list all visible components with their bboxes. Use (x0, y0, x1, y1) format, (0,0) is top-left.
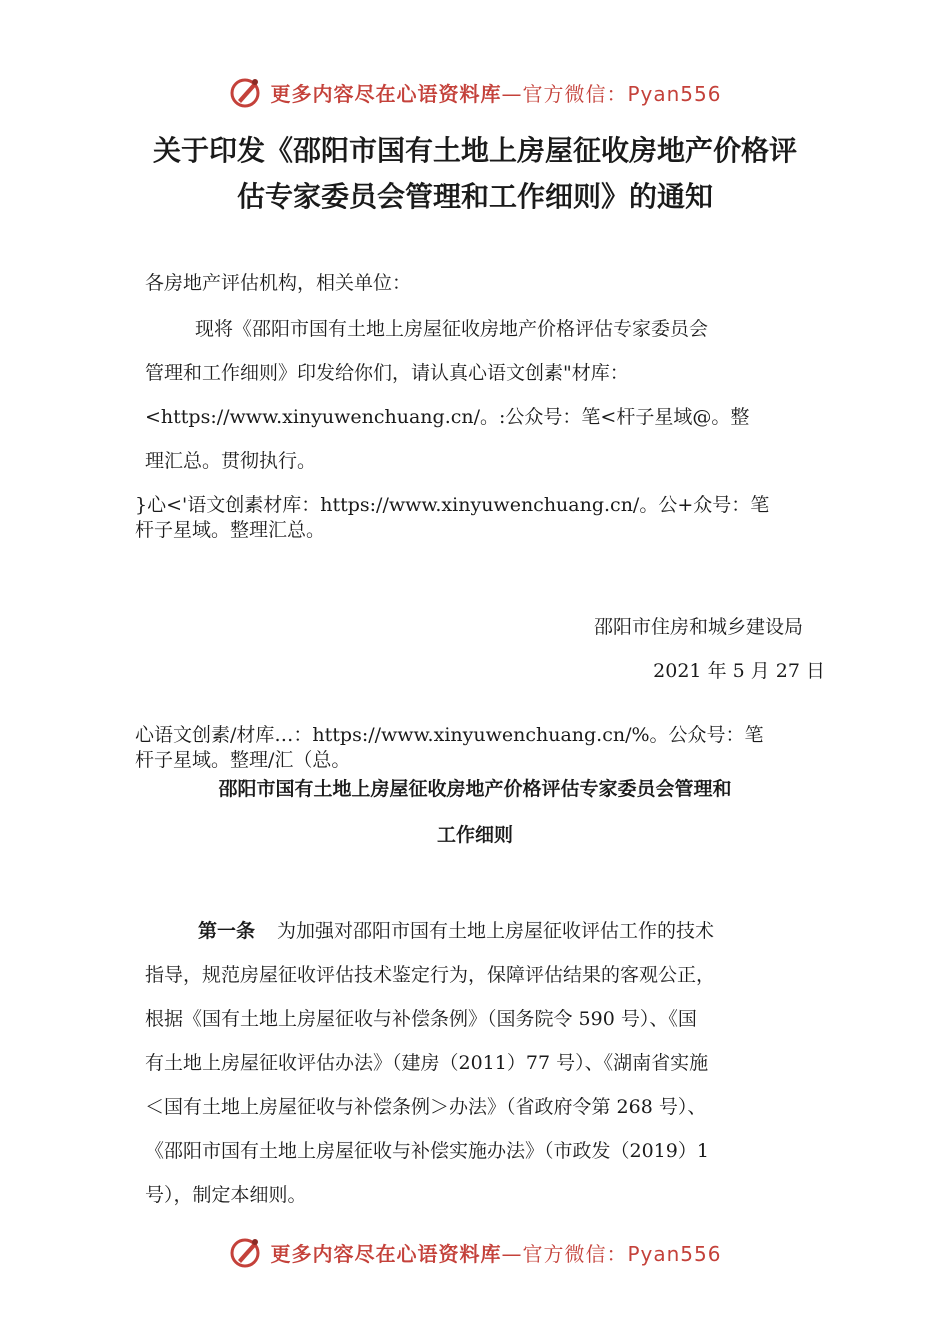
ad-line-1a: }心<'语文创素材库：https://www.xinyuwenchuang.cn/。公+众号：笔 (135, 494, 770, 516)
body-line-2: 管理和工作细则》印发给你们，请认真心语文创素"材库： (145, 362, 629, 384)
article-1-line: 根据《国有土地上房屋征收与补偿条例》（国务院令 590 号）、《国 (145, 1008, 697, 1030)
issuer: 邵阳市住房和城乡建设局 (593, 616, 803, 638)
ad-line-1b: 杆子星域。整理汇总。 (135, 519, 326, 541)
body-line-3: <https://www.xinyuwenchuang.cn/。:公众号：笔<杆子星域@。整 (145, 406, 750, 428)
body-line-4: 理汇总。贯彻执行。 (145, 450, 317, 472)
title-line-2: 估专家委员会管理和工作细则》的通知 (236, 180, 713, 213)
brand-logo-icon (228, 74, 264, 110)
issue-date: 2021 年 5 月 27 日 (653, 660, 825, 682)
notice-title (60, 128, 890, 220)
article-1-line: 有土地上房屋征收评估办法》（建房（2011）77 号）、《湖南省实施 (145, 1052, 709, 1074)
article-1-first-line (198, 916, 714, 943)
article-1-line: 号），制定本细则。 (145, 1184, 307, 1206)
ad-line-2b: 杆子星域。整理/汇（总。 (135, 749, 351, 771)
watermark-banner-top (0, 72, 950, 112)
salutation: 各房地产评估机构，相关单位： (145, 272, 412, 294)
rules-subtitle-line-1: 邵阳市国有土地上房屋征收房地产价格评估专家委员会管理和 (218, 778, 732, 800)
watermark-banner-bottom (0, 1232, 950, 1272)
title-line-1: 关于印发《邵阳市国有土地上房屋征收房地产价格评 (152, 134, 797, 167)
article-1-line: ＜国有土地上房屋征收与补偿条例＞办法》（省政府令第 268 号）、 (145, 1096, 707, 1118)
rules-subtitle-line-2: 工作细则 (436, 824, 513, 846)
body-line-1: 现将《邵阳市国有土地上房屋征收房地产价格评估专家委员会 (195, 318, 709, 340)
article-1-line: 指导，规范房屋征收评估技术鉴定行为，保障评估结果的客观公正， (145, 964, 716, 986)
article-1-text: 为加强对邵阳市国有土地上房屋征收评估工作的技术 (277, 920, 715, 942)
article-1-line: 《邵阳市国有土地上房屋征收与补偿实施办法》（市政发（2019）1 (145, 1140, 709, 1162)
watermark-text: 更多内容尽在心语资料库—官方微信：Pyan556 (270, 1241, 722, 1266)
ad-line-2a: 心语文创素/材库…：https://www.xinyuwenchuang.cn/%。公众号：笔 (135, 724, 764, 746)
watermark-text: 更多内容尽在心语资料库—官方微信：Pyan556 (270, 81, 722, 106)
brand-logo-icon (228, 1234, 264, 1270)
article-1-label: 第一条 (198, 920, 256, 942)
